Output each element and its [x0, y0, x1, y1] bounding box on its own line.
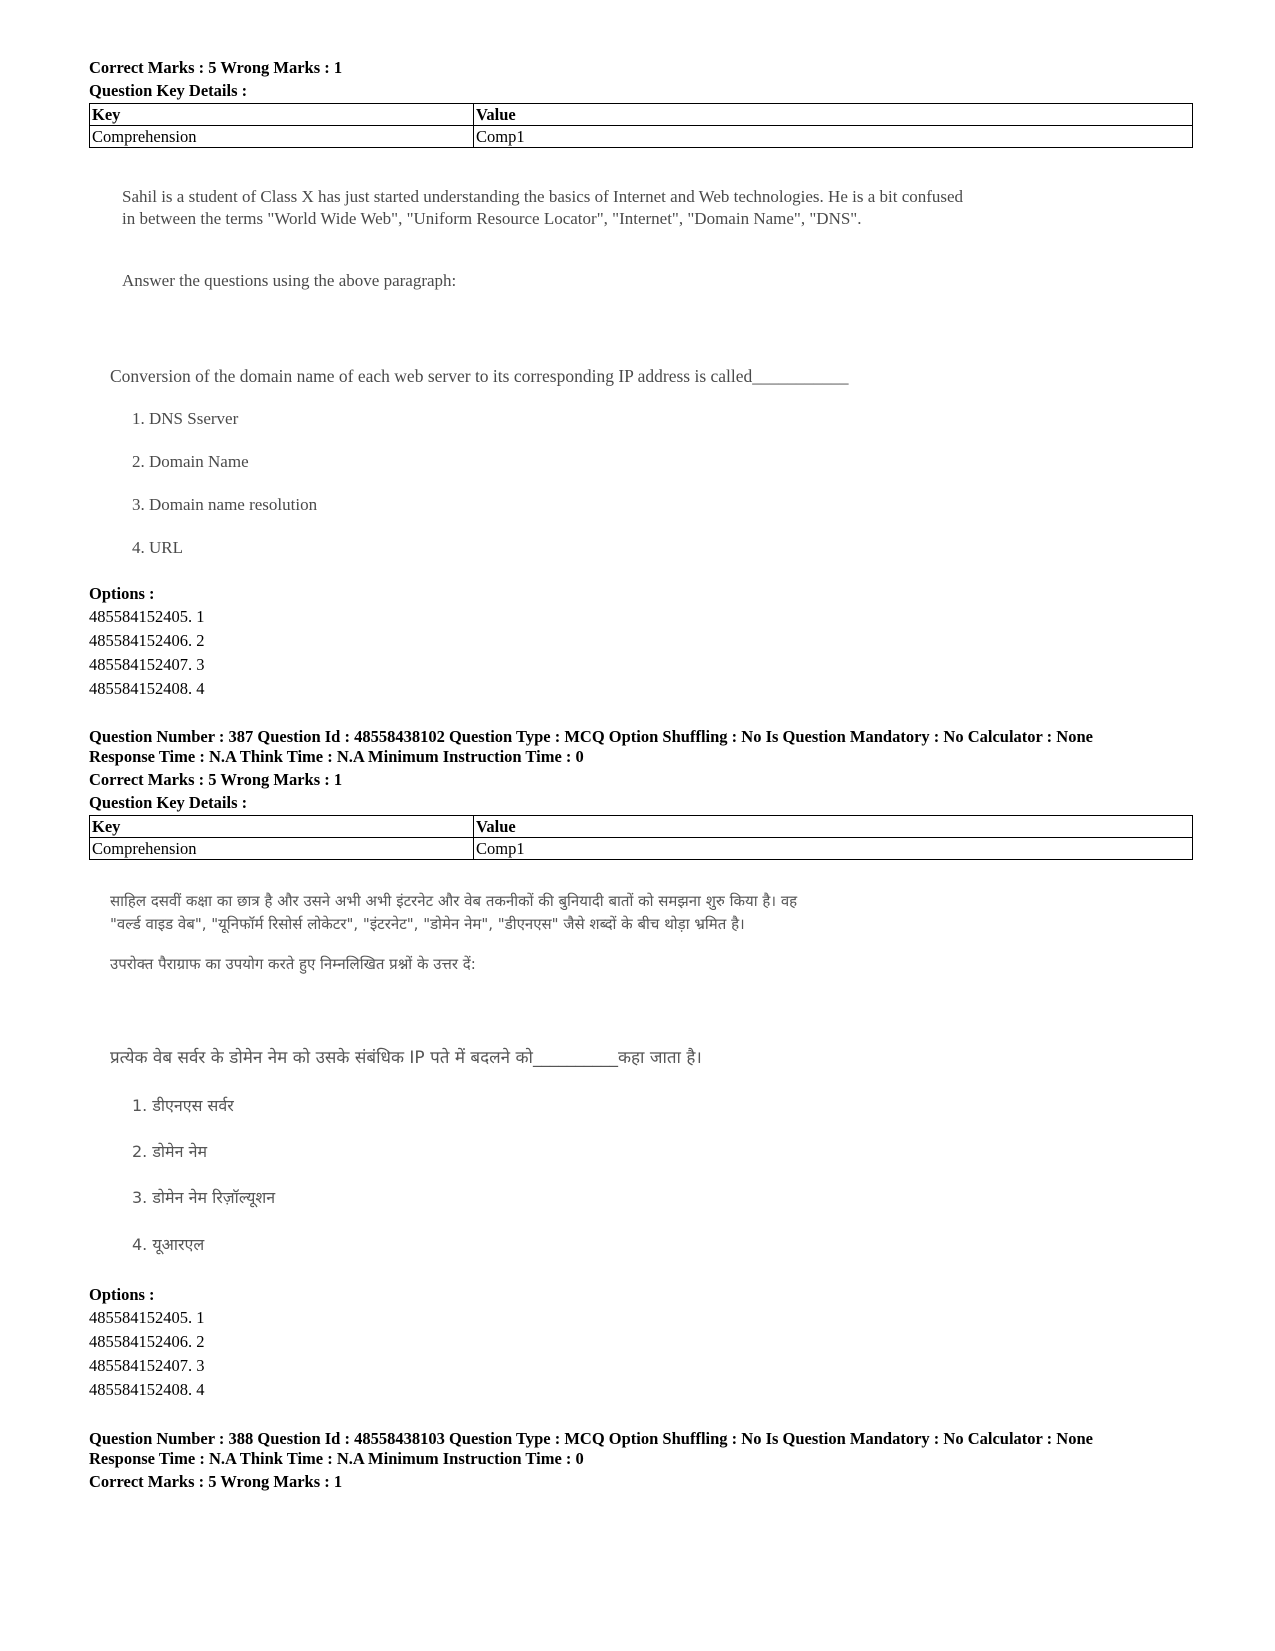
q388-header-line2: Response Time : N.A Think Time : N.A Minimum Instruction Time : 0	[89, 1449, 584, 1468]
top-key-table	[89, 103, 1193, 148]
choice-2: 2. डोमेन नेम	[132, 1142, 208, 1161]
table-header-row	[90, 104, 1193, 126]
q387-key-table	[89, 815, 1193, 860]
choice-4: 4. यूआरएल	[132, 1235, 205, 1254]
table-cell-key: Comprehension	[90, 838, 474, 860]
table-header-value: Value	[474, 104, 1193, 126]
table-cell-key: Comprehension	[90, 126, 474, 148]
table-header-key: Key	[90, 104, 474, 126]
option-item: 485584152405. 1	[89, 607, 205, 626]
choice-4: 4. URL	[132, 538, 183, 557]
question-text: प्रत्येक वेब सर्वर के डोमेन नेम को उसके संबंधिक IP पते में बदलने को__________कहा जाता है।	[110, 1048, 702, 1068]
top-key-details-label: Question Key Details :	[89, 81, 248, 100]
options-label: Options :	[89, 584, 155, 603]
option-item: 485584152406. 2	[89, 1332, 205, 1351]
instruction-text: Answer the questions using the above paragraph:	[122, 271, 457, 290]
option-item: 485584152407. 3	[89, 655, 205, 674]
option-item: 485584152405. 1	[89, 1308, 205, 1327]
top-marks: Correct Marks : 5 Wrong Marks : 1	[89, 58, 343, 77]
table-row	[90, 838, 1193, 860]
options-list	[89, 605, 205, 701]
choice-3: 3. डोमेन नेम रिज़ॉल्यूशन	[132, 1188, 276, 1207]
q387-header-line2: Response Time : N.A Think Time : N.A Minimum Instruction Time : 0	[89, 747, 584, 766]
option-item: 485584152408. 4	[89, 679, 205, 698]
option-item: 485584152408. 4	[89, 1380, 205, 1399]
table-cell-value: Comp1	[474, 838, 1193, 860]
passage-line-1: साहिल दसवीं कक्षा का छात्र है और उसने अभी अभी इंटरनेट और वेब तकनीकों की बुनियादी बातों को समझना शुरु किया है। वह	[110, 892, 798, 910]
passage-text: Sahil is a student of Class X has just started understanding the basics of Internet and Web technologies. He is a bit confused in between the terms "World Wide Web", "Uniform Resource Locator", "Internet", "Domain Name", "DNS".	[122, 187, 964, 228]
table-header-key: Key	[90, 816, 474, 838]
question-text: Conversion of the domain name of each web server to its corresponding IP address is called___________	[110, 366, 849, 386]
choice-2: 2. Domain Name	[132, 452, 249, 471]
table-header-value: Value	[474, 816, 1193, 838]
table-header-row	[90, 816, 1193, 838]
table-cell-value: Comp1	[474, 126, 1193, 148]
choice-1: 1. DNS Sserver	[132, 409, 239, 428]
choice-3: 3. Domain name resolution	[132, 495, 318, 514]
options-label: Options :	[89, 1285, 155, 1304]
passage-line-2: "वर्ल्ड वाइड वेब", "यूनिफॉर्म रिसोर्स लोकेटर", "इंटरनेट", "डोमेन नेम", "डीएनएस" जैसे शब्दों के बीच थोड़ा भ्रमित है।	[110, 915, 745, 933]
q387-key-details-label: Question Key Details :	[89, 793, 248, 812]
table-row	[90, 126, 1193, 148]
q388-marks: Correct Marks : 5 Wrong Marks : 1	[89, 1472, 343, 1491]
choice-1: 1. डीएनएस सर्वर	[132, 1096, 234, 1115]
instruction-text: उपरोक्त पैराग्राफ का उपयोग करते हुए निम्नलिखित प्रश्नों के उत्तर दें:	[110, 955, 476, 973]
options-list	[89, 1306, 205, 1402]
q387-marks: Correct Marks : 5 Wrong Marks : 1	[89, 770, 343, 789]
option-item: 485584152406. 2	[89, 631, 205, 650]
q387-header-line1: Question Number : 387 Question Id : 48558438102 Question Type : MCQ Option Shuffling : No Is Question Mandatory : No Calculator : None	[89, 727, 1093, 746]
option-item: 485584152407. 3	[89, 1356, 205, 1375]
q388-header-line1: Question Number : 388 Question Id : 48558438103 Question Type : MCQ Option Shuffling : No Is Question Mandatory : No Calculator : None	[89, 1429, 1093, 1448]
